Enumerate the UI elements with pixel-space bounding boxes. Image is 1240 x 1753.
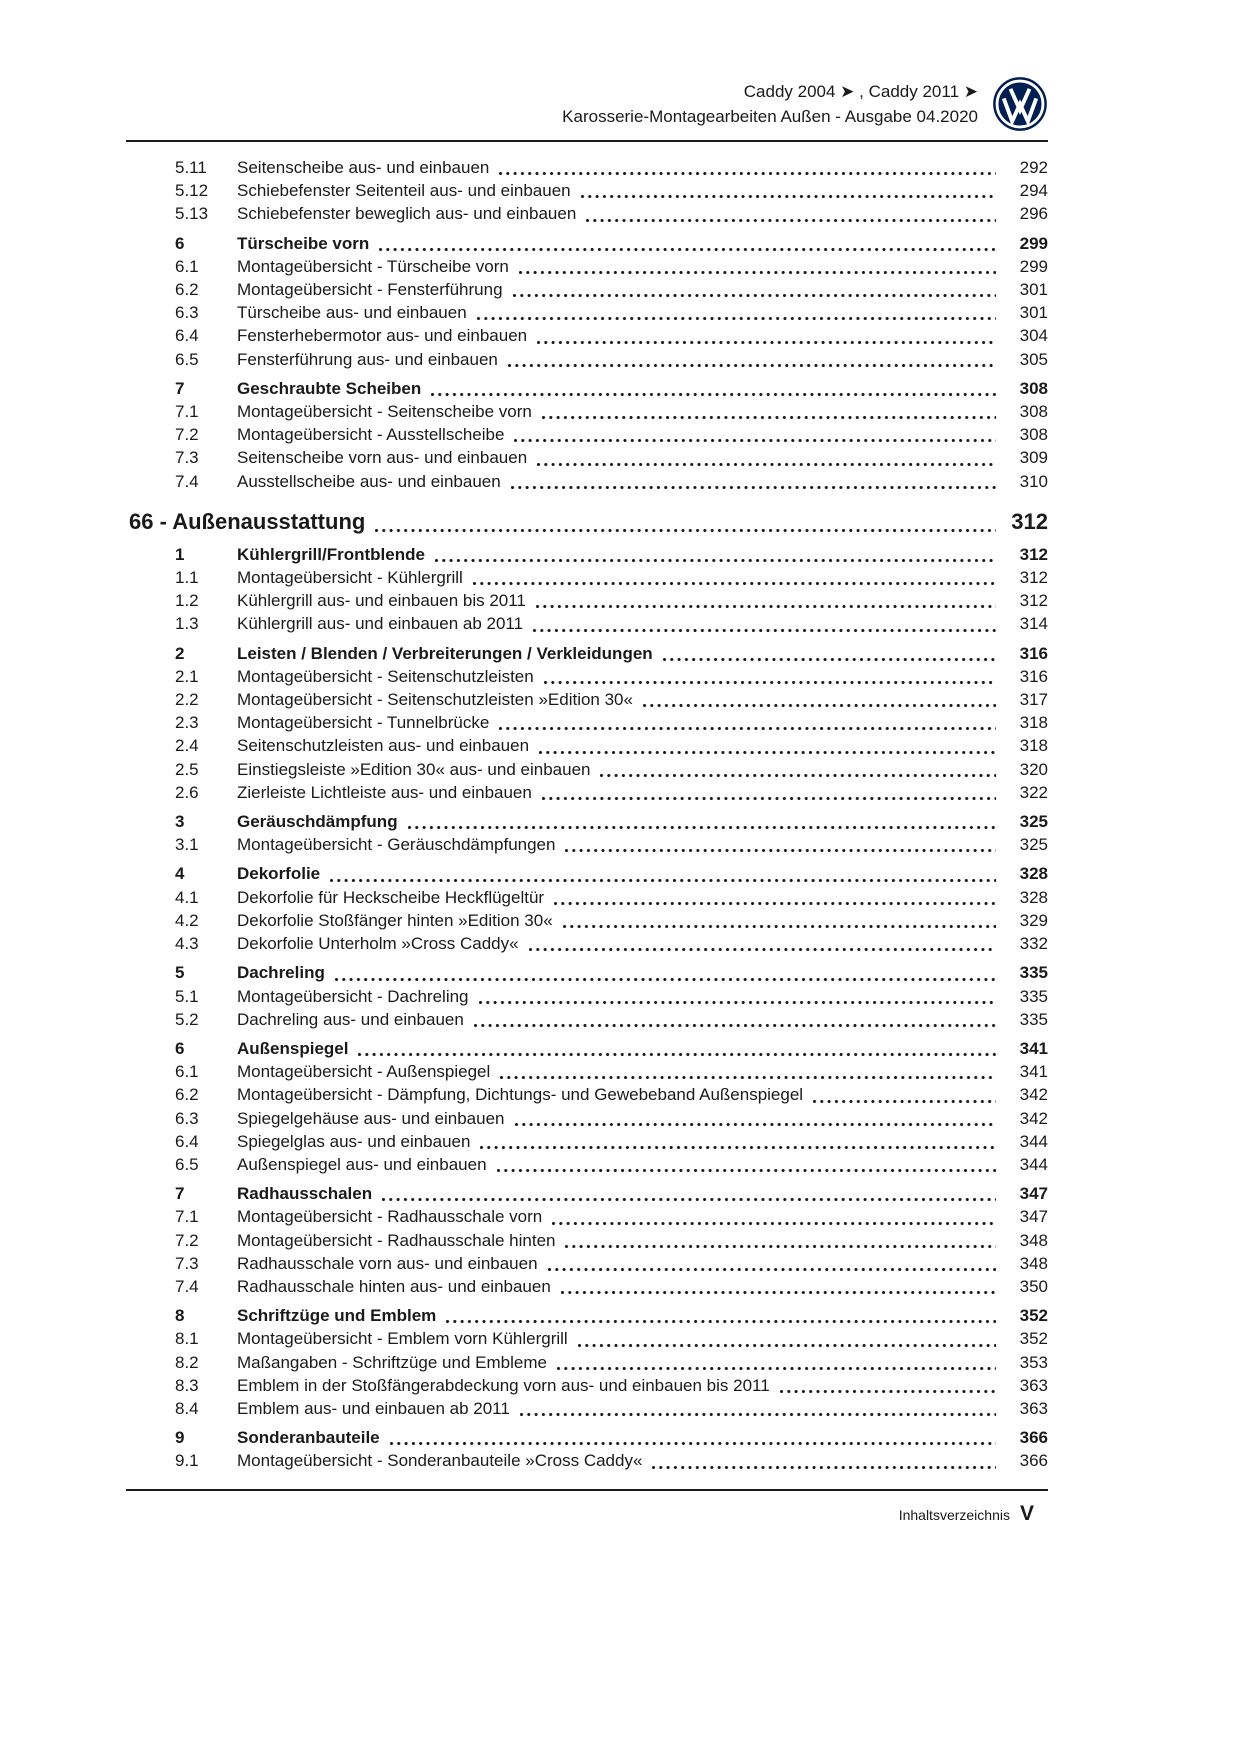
- toc-entry-title: Kühlergrill/Frontblende: [237, 544, 425, 564]
- toc-row: [126, 1037, 1048, 1060]
- toc-row: [126, 301, 1048, 324]
- toc-entry-page: 363: [1019, 1398, 1048, 1418]
- toc-entry-page: 348: [1019, 1230, 1048, 1250]
- toc-entry-number: 6.5: [175, 349, 199, 369]
- toc-entry-title: Kühlergrill aus- und einbauen ab 2011: [237, 614, 524, 634]
- toc-entry-title: Türscheibe aus- und einbauen: [237, 303, 467, 323]
- toc-entry-page: 316: [1019, 643, 1048, 663]
- toc-entry-number: 6.4: [175, 1131, 199, 1151]
- toc-entry-number: 5.1: [175, 986, 199, 1006]
- toc-entry-page: 305: [1019, 349, 1048, 369]
- toc-entry-title: Spiegelglas aus- und einbauen: [237, 1131, 471, 1151]
- toc-row: [126, 202, 1048, 225]
- toc-entry-title: Seitenschutzleisten aus- und einbauen: [237, 736, 530, 756]
- toc-entry-number: 8: [175, 1306, 185, 1326]
- toc-row: [126, 377, 1048, 400]
- toc-entry-page: 317: [1019, 690, 1048, 710]
- toc-entry-number: 2.6: [175, 782, 199, 802]
- header-text-block: [562, 79, 978, 129]
- toc-entry-title: Emblem aus- und einbauen ab 2011: [237, 1398, 510, 1418]
- toc-row: [126, 985, 1048, 1008]
- dot-leader: [408, 826, 996, 829]
- dot-leader: [431, 393, 996, 396]
- toc-entry-title: Montageübersicht - Radhausschale vorn: [237, 1207, 543, 1227]
- toc-entry-title: Schiebefenster Seitenteil aus- und einbauen: [237, 181, 571, 201]
- dot-leader: [563, 925, 996, 928]
- toc-row: [126, 1374, 1048, 1397]
- toc-row: [126, 1060, 1048, 1083]
- toc-entry-number: 5: [175, 963, 185, 983]
- toc-entry-page: 316: [1019, 666, 1048, 686]
- toc-entry-title: Montageübersicht - Seitenschutzleisten: [237, 666, 534, 686]
- toc-entry-page: 352: [1019, 1329, 1048, 1349]
- toc-row: [126, 1449, 1048, 1472]
- toc-entry-title: Montageübersicht - Radhausschale hinten: [237, 1230, 556, 1250]
- toc-entry-page: 308: [1019, 425, 1048, 445]
- toc-entry-page: 342: [1019, 1108, 1048, 1128]
- toc-row: [126, 665, 1048, 688]
- toc-entry-page: 310: [1019, 471, 1048, 491]
- toc-entry-number: 4.3: [175, 934, 199, 954]
- toc-entry-title: Einstiegsleiste »Edition 30« aus- und einbauen: [237, 759, 591, 779]
- toc-row: [126, 400, 1048, 423]
- toc-entry-title: Dekorfolie Unterholm »Cross Caddy«: [237, 934, 519, 954]
- toc-entry-page: 344: [1019, 1131, 1048, 1151]
- toc-row: [126, 156, 1048, 179]
- toc-entry-page: 329: [1019, 910, 1048, 930]
- toc-entry-title: Montageübersicht - Fensterführung: [237, 280, 503, 300]
- toc-row: [126, 255, 1048, 278]
- toc-entry-page: 325: [1019, 835, 1048, 855]
- toc-entry-page: 332: [1019, 934, 1048, 954]
- toc-entry-number: 7.4: [175, 471, 199, 491]
- toc-entry-number: 6.2: [175, 280, 199, 300]
- toc-entry-number: 9: [175, 1428, 185, 1448]
- toc-entry-page: 314: [1019, 614, 1048, 634]
- toc-row: [126, 862, 1048, 885]
- toc-entry-title: Leisten / Blenden / Verbreiterungen / Verkleidungen: [237, 643, 653, 663]
- toc-row: [126, 642, 1048, 665]
- dot-leader: [500, 1076, 996, 1079]
- toc-entry-number: 9.1: [175, 1451, 199, 1471]
- toc-entry-number: 5.13: [175, 204, 209, 224]
- toc-entry-number: 2.5: [175, 759, 199, 779]
- toc-row: [126, 612, 1048, 635]
- toc-row: [126, 1229, 1048, 1252]
- toc-entry-page: 301: [1019, 280, 1048, 300]
- toc-entry-title: Montageübersicht - Kühlergrill: [237, 568, 463, 588]
- toc-row: [126, 1426, 1048, 1449]
- toc-row: [126, 1083, 1048, 1106]
- toc-row: [126, 961, 1048, 984]
- toc-entry-number: 6.1: [175, 256, 199, 276]
- toc-entry-page: 296: [1019, 204, 1048, 224]
- toc-entry-number: 6.5: [175, 1154, 199, 1174]
- dot-leader: [581, 195, 996, 198]
- toc-row: [126, 1008, 1048, 1031]
- toc-entry-page: 366: [1019, 1428, 1048, 1448]
- toc-entry-page: 312: [1019, 568, 1048, 588]
- dot-leader: [586, 219, 996, 222]
- toc-row: [126, 179, 1048, 202]
- dot-leader: [557, 1367, 996, 1370]
- toc-entry-title: Dekorfolie: [237, 864, 321, 884]
- toc-entry-number: 7: [175, 378, 185, 398]
- toc-row: [126, 278, 1048, 301]
- footer-divider: [126, 1489, 1048, 1491]
- toc-entry-number: 4: [175, 864, 185, 884]
- toc-entry-page: 312: [1011, 508, 1048, 534]
- toc-row: [126, 543, 1048, 566]
- toc-entry-number: 8.3: [175, 1375, 199, 1395]
- dot-leader: [330, 879, 996, 882]
- toc-entry-number: 6: [175, 1038, 185, 1058]
- toc-entry-number: 6.3: [175, 1108, 199, 1128]
- dot-leader: [537, 341, 996, 344]
- toc-entry-page: 320: [1019, 759, 1048, 779]
- toc-entry-number: 7.3: [175, 448, 199, 468]
- toc-row: [126, 734, 1048, 757]
- toc-entry-title: Außenspiegel: [237, 1038, 349, 1058]
- dot-leader: [542, 416, 996, 419]
- toc-row: [126, 1205, 1048, 1228]
- toc-entry-page: 309: [1019, 448, 1048, 468]
- toc-row: [126, 1182, 1048, 1205]
- dot-leader: [382, 1198, 996, 1201]
- toc-entry-page: 350: [1019, 1276, 1048, 1296]
- dot-leader: [497, 1169, 996, 1172]
- toc-entry-title: Montageübersicht - Türscheibe vorn: [237, 256, 509, 276]
- dot-leader: [375, 529, 996, 532]
- toc-entry-number: 3: [175, 812, 185, 832]
- toc-entry-title: Maßangaben - Schriftzüge und Embleme: [237, 1352, 547, 1372]
- toc-row: [126, 566, 1048, 589]
- dot-leader: [480, 1146, 996, 1149]
- toc-row: [126, 711, 1048, 734]
- toc-row: [126, 507, 1048, 537]
- toc-entry-page: 294: [1019, 181, 1048, 201]
- dot-leader: [565, 1245, 996, 1248]
- dot-leader: [578, 1344, 996, 1347]
- toc-entry-number: 2.3: [175, 713, 199, 733]
- toc-entry-title: Dekorfolie Stoßfänger hinten »Edition 30«: [237, 910, 553, 930]
- toc-entry-title: Radhausschale hinten aus- und einbauen: [237, 1276, 551, 1296]
- toc-entry-number: 5.12: [175, 181, 209, 201]
- toc-entry-title: Montageübersicht - Tunnelbrücke: [237, 713, 490, 733]
- toc-entry-page: 304: [1019, 326, 1048, 346]
- dot-leader: [537, 463, 996, 466]
- page-footer: [126, 1502, 1048, 1526]
- toc-entry-title: Schriftzüge und Emblem: [237, 1306, 437, 1326]
- toc-entry-title: Montageübersicht - Außenspiegel: [237, 1062, 491, 1082]
- toc-entry-page: 353: [1019, 1352, 1048, 1372]
- toc-entry-page: 301: [1019, 303, 1048, 323]
- toc-entry-number: 7.4: [175, 1276, 199, 1296]
- toc-row: [126, 1252, 1048, 1275]
- toc-row: [126, 446, 1048, 469]
- dot-leader: [544, 681, 996, 684]
- toc-row: [126, 1275, 1048, 1298]
- dot-leader: [508, 364, 996, 367]
- toc-row: [126, 1130, 1048, 1153]
- toc-entry-page: 348: [1019, 1253, 1048, 1273]
- dot-leader: [643, 704, 996, 707]
- dot-leader: [554, 902, 996, 905]
- toc-entry-number: 1.1: [175, 568, 199, 588]
- dot-leader: [479, 1001, 996, 1004]
- dot-leader: [663, 658, 996, 661]
- dot-leader: [473, 582, 996, 585]
- toc-entry-page: 341: [1019, 1038, 1048, 1058]
- toc-entry-title: 66 - Außenausstattung: [129, 508, 366, 534]
- toc-entry-page: 335: [1019, 986, 1048, 1006]
- page-header: [126, 76, 1048, 132]
- toc-entry-page: 342: [1019, 1085, 1048, 1105]
- toc-entry-page: 363: [1019, 1375, 1048, 1395]
- header-model-line: Caddy 2004 ➤ , Caddy 2011 ➤: [743, 82, 978, 101]
- toc-entry-title: Radhausschale vorn aus- und einbauen: [237, 1253, 538, 1273]
- toc-entry-title: Montageübersicht - Geräuschdämpfungen: [237, 835, 556, 855]
- toc-entry-page: 299: [1019, 233, 1048, 253]
- toc-entry-title: Seitenscheibe vorn aus- und einbauen: [237, 448, 528, 468]
- toc-entry-title: Kühlergrill aus- und einbauen bis 2011: [237, 591, 526, 611]
- vw-logo-icon: [992, 76, 1048, 132]
- dot-leader: [652, 1466, 996, 1469]
- dot-leader: [548, 1268, 996, 1271]
- toc-entry-number: 4.2: [175, 910, 199, 930]
- toc-entry-title: Geschraubte Scheiben: [237, 378, 422, 398]
- toc-entry-number: 2.1: [175, 666, 199, 686]
- toc-entry-title: Seitenscheibe aus- und einbauen: [237, 158, 490, 177]
- toc-entry-number: 1: [175, 544, 185, 564]
- dot-leader: [600, 774, 996, 777]
- toc-entry-page: 325: [1019, 812, 1048, 832]
- dot-leader: [515, 1123, 996, 1126]
- toc-entry-number: 7.1: [175, 1207, 199, 1227]
- toc-row: [126, 1153, 1048, 1176]
- toc-entry-number: 6.4: [175, 326, 199, 346]
- toc-entry-number: 7: [175, 1184, 185, 1204]
- toc-entry-title: Dekorfolie für Heckscheibe Heckflügeltür: [237, 887, 545, 907]
- toc-row: [126, 1107, 1048, 1130]
- dot-leader: [511, 486, 996, 489]
- toc-entry-page: 328: [1019, 887, 1048, 907]
- dot-leader: [780, 1390, 996, 1393]
- toc-row: [126, 1397, 1048, 1420]
- toc-entry-number: 4.1: [175, 887, 199, 907]
- toc-entry-number: 6.2: [175, 1085, 199, 1105]
- toc-entry-title: Montageübersicht - Sonderanbauteile »Cross Caddy«: [237, 1451, 643, 1471]
- toc-entry-number: 2.4: [175, 736, 199, 756]
- toc-entry-page: 328: [1019, 864, 1048, 884]
- dot-leader: [519, 271, 996, 274]
- dot-leader: [390, 1442, 996, 1445]
- toc-entry-number: 3.1: [175, 835, 199, 855]
- dot-leader: [565, 849, 996, 852]
- toc-entry-number: 1.2: [175, 591, 199, 611]
- toc-entry-number: 8.4: [175, 1398, 199, 1418]
- toc-row: [126, 423, 1048, 446]
- dot-leader: [536, 605, 996, 608]
- toc-row: [126, 909, 1048, 932]
- header-divider: [126, 140, 1048, 142]
- toc-entry-page: 352: [1019, 1306, 1048, 1326]
- header-document-title: Karosserie-Montagearbeiten Außen - Ausgabe 04.2020: [562, 107, 978, 126]
- toc-entry-title: Spiegelgehäuse aus- und einbauen: [237, 1108, 505, 1128]
- dot-leader: [513, 294, 996, 297]
- toc-entry-number: 6.3: [175, 303, 199, 323]
- table-of-contents: [126, 156, 1048, 1473]
- toc-entry-number: 7.2: [175, 1230, 199, 1250]
- toc-row: [126, 470, 1048, 493]
- dot-leader: [542, 797, 996, 800]
- dot-leader: [499, 172, 996, 175]
- toc-entry-page: 366: [1019, 1451, 1048, 1471]
- toc-row: [126, 833, 1048, 856]
- toc-entry-title: Emblem in der Stoßfängerabdeckung vorn aus- und einbauen bis 2011: [237, 1375, 770, 1395]
- toc-entry-title: Sonderanbauteile: [237, 1428, 380, 1448]
- toc-entry-page: 308: [1019, 402, 1048, 422]
- dot-leader: [539, 751, 996, 754]
- toc-entry-title: Montageübersicht - Dachreling: [237, 986, 469, 1006]
- dot-leader: [514, 439, 996, 442]
- toc-entry-page: 347: [1019, 1184, 1048, 1204]
- toc-entry-page: 347: [1019, 1207, 1048, 1227]
- toc-entry-page: 335: [1019, 963, 1048, 983]
- toc-entry-page: 341: [1019, 1062, 1048, 1082]
- toc-entry-number: 2: [175, 643, 185, 663]
- toc-entry-title: Zierleiste Lichtleiste aus- und einbauen: [237, 782, 532, 802]
- toc-entry-title: Montageübersicht - Seitenschutzleisten »Edition 30«: [237, 690, 633, 710]
- toc-entry-title: Radhausschalen: [237, 1184, 373, 1204]
- toc-entry-number: 1.3: [175, 614, 199, 634]
- toc-entry-title: Geräuschdämpfung: [237, 812, 398, 832]
- toc-row: [126, 348, 1048, 371]
- toc-entry-page: 312: [1019, 544, 1048, 564]
- toc-entry-number: 8.1: [175, 1329, 199, 1349]
- toc-entry-number: 7.1: [175, 402, 199, 422]
- toc-entry-number: 8.2: [175, 1352, 199, 1372]
- toc-row: [126, 324, 1048, 347]
- toc-entry-title: Dachreling: [237, 963, 325, 983]
- toc-entry-number: 5.11: [175, 158, 207, 177]
- toc-entry-title: Dachreling aus- und einbauen: [237, 1009, 464, 1029]
- toc-entry-number: 6.1: [175, 1062, 199, 1082]
- toc-entry-title: Fensterhebermotor aus- und einbauen: [237, 326, 528, 346]
- toc-entry-title: Ausstellscheibe aus- und einbauen: [237, 471, 501, 491]
- toc-entry-number: 7.2: [175, 425, 199, 445]
- toc-row: [126, 232, 1048, 255]
- dot-leader: [520, 1413, 996, 1416]
- dot-leader: [499, 727, 996, 730]
- toc-row: [126, 1327, 1048, 1350]
- toc-entry-title: Schiebefenster beweglich aus- und einbauen: [237, 204, 577, 224]
- toc-entry-page: 344: [1019, 1154, 1048, 1174]
- toc-row: [126, 758, 1048, 781]
- toc-entry-title: Montageübersicht - Ausstellscheibe: [237, 425, 505, 445]
- toc-entry-page: 308: [1019, 378, 1048, 398]
- toc-row: [126, 1304, 1048, 1327]
- dot-leader: [358, 1053, 996, 1056]
- footer-label: Inhaltsverzeichnis: [898, 1507, 1010, 1523]
- toc-entry-page: 292: [1019, 158, 1048, 177]
- toc-entry-page: 299: [1019, 256, 1048, 276]
- dot-leader: [477, 317, 996, 320]
- footer-page-number: V: [1019, 1502, 1034, 1525]
- dot-leader: [813, 1100, 996, 1103]
- dot-leader: [379, 248, 996, 251]
- toc-entry-title: Montageübersicht - Emblem vorn Kühlergrill: [237, 1329, 568, 1349]
- dot-leader: [561, 1291, 996, 1294]
- toc-entry-title: Montageübersicht - Dämpfung, Dichtungs- und Gewebeband Außenspiegel: [237, 1085, 804, 1105]
- toc-row: [126, 589, 1048, 612]
- dot-leader: [533, 629, 996, 632]
- dot-leader: [335, 978, 996, 981]
- toc-row: [126, 781, 1048, 804]
- dot-leader: [435, 559, 996, 562]
- toc-entry-page: 318: [1019, 736, 1048, 756]
- toc-entry-page: 312: [1019, 591, 1048, 611]
- dot-leader: [446, 1320, 996, 1323]
- dot-leader: [529, 948, 996, 951]
- toc-entry-page: 318: [1019, 713, 1048, 733]
- toc-entry-title: Montageübersicht - Seitenscheibe vorn: [237, 402, 532, 422]
- toc-row: [126, 886, 1048, 909]
- dot-leader: [552, 1222, 996, 1225]
- toc-entry-number: 6: [175, 233, 185, 253]
- toc-row: [126, 1351, 1048, 1374]
- toc-entry-page: 335: [1019, 1009, 1048, 1029]
- toc-row: [126, 810, 1048, 833]
- toc-entry-number: 2.2: [175, 690, 199, 710]
- dot-leader: [474, 1024, 996, 1027]
- toc-entry-title: Fensterführung aus- und einbauen: [237, 349, 498, 369]
- toc-row: [126, 932, 1048, 955]
- toc-row: [126, 688, 1048, 711]
- toc-entry-title: Außenspiegel aus- und einbauen: [237, 1154, 487, 1174]
- toc-entry-title: Türscheibe vorn: [237, 233, 370, 253]
- toc-entry-page: 322: [1019, 782, 1048, 802]
- toc-entry-number: 5.2: [175, 1009, 199, 1029]
- toc-entry-number: 7.3: [175, 1253, 199, 1273]
